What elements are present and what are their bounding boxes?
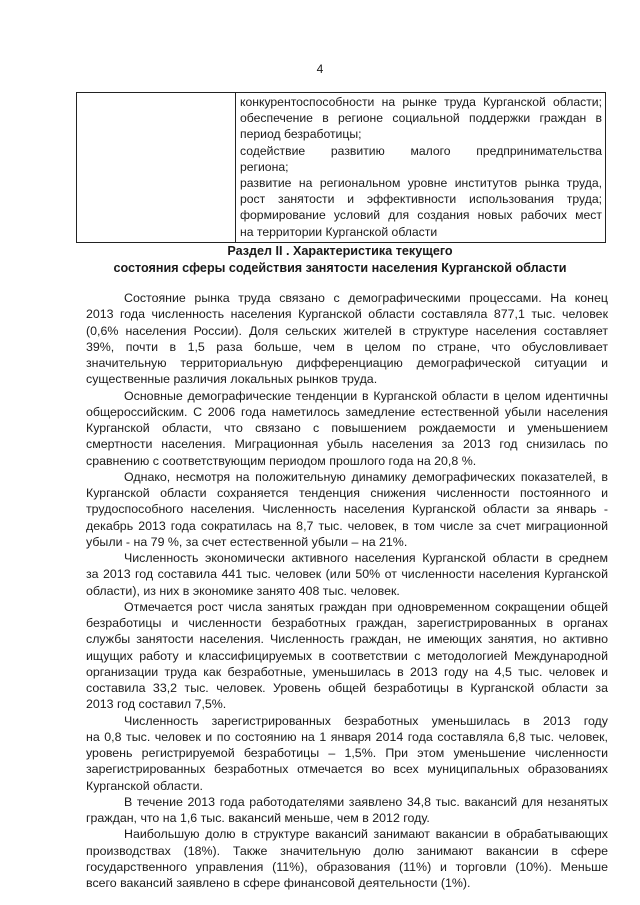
table-line: содействие развитию малого предпринимательства <box>240 143 602 158</box>
paragraph-line: Курганской области. <box>86 778 203 793</box>
table-line: на территории Курганской области <box>240 224 438 239</box>
paragraph-line: декабрь 2013 года сократилась на 8,7 тыс. человек, в том числе за счет миграционной <box>86 518 608 533</box>
paragraph-line: ищущих работу и классифицируемых в соответствии с методологией Международной <box>86 648 608 663</box>
paragraph-line: Курганской области, что связано с повышением рождаемости и уменьшением <box>86 421 608 435</box>
table-left-cell <box>77 93 236 243</box>
paragraph-line: (0,6% населения России). Доля сельских жителей в структуре населения составляет <box>86 323 608 338</box>
table-line: региона; <box>240 159 289 174</box>
table-line: конкурентоспособности на рынке труда Курганской области; <box>240 95 602 109</box>
paragraph-line: области), из них в экономике занято 408 тыс. человек. <box>86 583 400 598</box>
paragraph-line: Численность зарегистрированных безработных уменьшилась в 2013 году <box>124 713 608 728</box>
table-line: рост занятости и эффективности использования труда; <box>240 192 602 207</box>
paragraph-line: Отмечается рост числа занятых граждан при одновременном сокращении общей <box>124 599 608 614</box>
section-heading <box>60 243 620 277</box>
paragraph-line: смертности населения. Миграционная убыль населения за 2013 год снизилась по <box>86 437 608 452</box>
paragraph-line: существенные различия локальных рынков труда. <box>86 372 378 387</box>
paragraph-line: уровень регистрируемой безработицы – 1,5%. При этом уменьшение численности <box>86 746 608 760</box>
paragraph-line: трудоспособного населения. Численность населения Курганской области за январь - <box>86 502 608 517</box>
paragraph-line: организации труда как безработные, уменьшилась в 2013 году на 4,5 тыс. человек и <box>86 664 608 679</box>
paragraph-line: Численность экономически активного населения Курганской области в среднем <box>124 551 608 565</box>
paragraph-line: зарегистрированных безработных отмечается во всех муниципальных образованиях <box>86 762 608 777</box>
paragraph-line: В течение 2013 года работодателями заявлено 34,8 тыс. вакансий для незанятых <box>124 794 608 809</box>
table-right-cell <box>236 93 606 243</box>
table-line: формирование условий для создания новых рабочих мест <box>240 208 602 223</box>
paragraph-line: значительную территориальную дифференциацию демографической ситуации и <box>86 356 608 370</box>
paragraph-line: Основные демографические тенденции в Курганской области в целом идентичны <box>124 388 608 403</box>
table-row <box>77 93 606 243</box>
table-line: обеспечение в регионе социальной поддержки граждан в <box>240 111 602 126</box>
table-line: период безработицы; <box>240 127 362 142</box>
section-title: Раздел II . Характеристика текущего <box>227 244 453 258</box>
paragraph-line: Однако, несмотря на положительную динамику демографических показателей, в <box>124 469 608 484</box>
paragraph-line: безработицы и численности безработных граждан, зарегистрированных в органах <box>86 616 608 630</box>
paragraph-line: службы занятости населения. Численность граждан, не имеющих занятия, но активно <box>86 632 608 647</box>
paragraph-line: за 2013 год составила 441 тыс. человек (или 50% от численности населения Курганской <box>86 567 608 582</box>
paragraph-line: всего вакансий заявлено в сфере финансовой деятельности (1%). <box>86 876 471 890</box>
body-text <box>86 290 608 891</box>
table-line: развитие на региональном уровне институтов рынка труда, <box>240 176 602 191</box>
paragraph-line: общероссийским. С 2006 года наметилось замедление естественной убыли населения <box>86 404 608 419</box>
paragraph-line: составила 33,2 тыс. человек. Уровень общей безработицы в Курганской области за <box>86 681 608 695</box>
paragraph-line: 2013 года численность населения Курганской области составляла 877,1 тыс. человек <box>86 307 608 322</box>
paragraph-line: Наибольшую долю в структуре вакансий занимают вакансии в обрабатывающих <box>124 827 608 842</box>
paragraph-line: Курганской области сохраняется тенденция снижения численности постоянного и <box>86 486 608 500</box>
paragraph-line: на 0,8 тыс. человек и по состоянию на 1 января 2014 года составляла 6,8 тыс. человек, <box>86 729 608 744</box>
continuation-table <box>76 92 606 243</box>
paragraph-line: производствах (18%). Также значительную долю занимают вакансии в сфере <box>86 843 608 858</box>
paragraph-line: 2013 год составил 7,5%. <box>86 697 227 712</box>
paragraph-line: убыли - на 79 %, за счет естественной убыли – на 21%. <box>86 534 408 549</box>
paragraph-line: граждан, что на 1,6 тыс. вакансий меньше, чем в 2012 году. <box>86 811 430 825</box>
section-subtitle: состояния сферы содействия занятости населения Курганской области <box>113 261 567 275</box>
paragraph-line: 39%, почти в 1,5 раза больше, чем в целом по стране, что обусловливает <box>86 339 608 354</box>
paragraph-line: Состояние рынка труда связано с демографическими процессами. На конец <box>124 291 608 305</box>
paragraph-line: сравнению с соответствующим периодом прошлого года на 20,8 %. <box>86 453 477 468</box>
paragraph-line: государственного управления (11%), образования (11%) и торговли (10%). Меньше <box>86 859 608 874</box>
page-number: 4 <box>316 62 324 76</box>
